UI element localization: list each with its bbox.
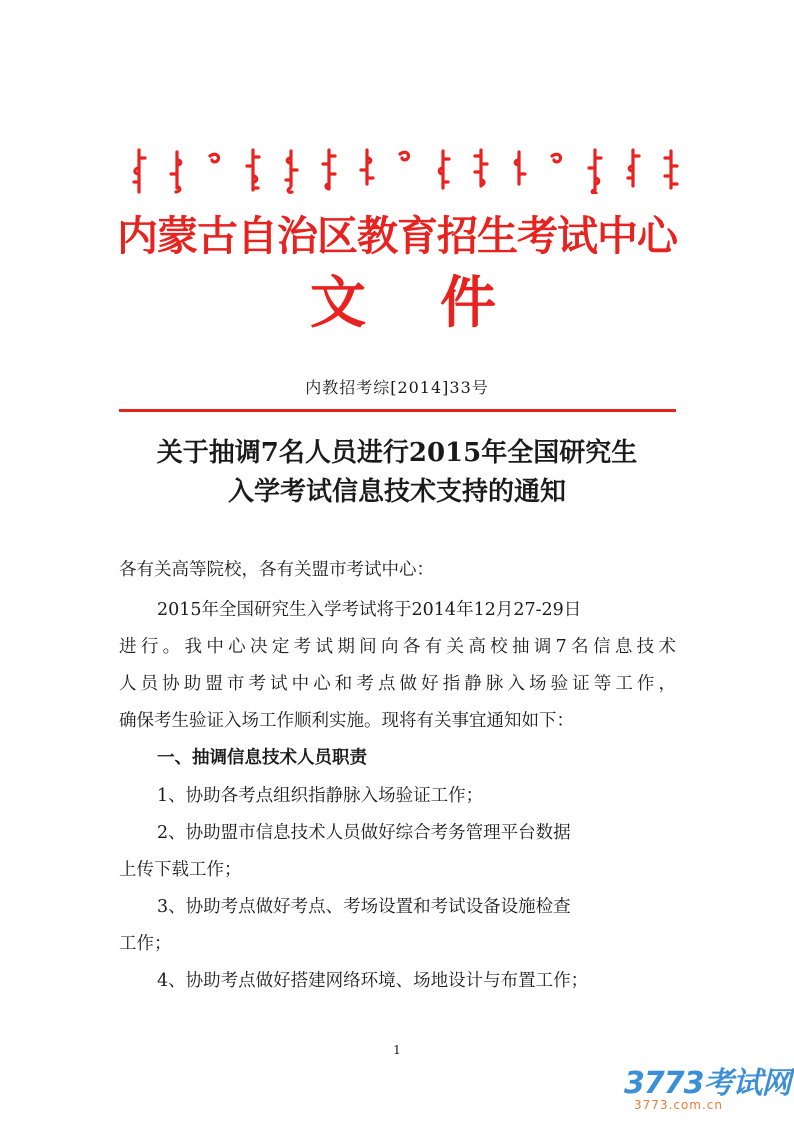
list-item: 2、协助盟市信息技术人员做好综合考务管理平台数据 [157,823,571,843]
mongolian-script-header [130,148,680,194]
document-title-line-2: 入学考试信息技术支持的通知 [227,477,566,507]
list-item: 4、协助考点做好搭建网络环境、场地设计与布置工作； [157,971,589,991]
page-number: 1 [393,1043,401,1057]
mongolian-glyph [548,148,566,194]
paragraph-line: 2015年全国研究生入学考试将于2014年12月27-29日 [157,600,582,620]
mongolian-glyph [206,148,224,194]
organization-name: 内蒙古自治区教育招生考试中心 [117,212,677,260]
paragraph-line: 确保考生验证入场工作顺利实施。现将有关事宜通知如下： [119,711,574,731]
mongolian-glyph [434,148,452,194]
mongolian-glyph [358,148,376,194]
doc-type-character-1: 文 [310,271,366,336]
paragraph-line: 进行。我中心决定考试期间向各有关高校抽调7名信息技术 [119,637,676,657]
mongolian-glyph [130,148,148,194]
mongolian-glyph [510,148,528,194]
watermark-brand: 3773考试网 [624,1066,791,1101]
list-item: 3、协助考点做好考点、考场设置和考试设备设施检查 [157,897,571,917]
mongolian-glyph [586,148,604,194]
mongolian-glyph [168,148,186,194]
red-divider-line [119,409,676,412]
watermark-logo [624,1058,791,1118]
document-title-line-1: 关于抽调7名人员进行2015年全国研究生 [156,438,638,468]
salutation: 各有关高等院校，各有关盟市考试中心： [119,560,434,580]
list-item: 1、协助各考点组织指静脉入场验证工作； [157,786,484,806]
list-item-continuation: 工作； [119,934,172,954]
document-number: 内教招考综[2014]33号 [305,378,489,397]
watermark-url: 3773.com.cn [634,1098,723,1112]
list-item-continuation: 上传下载工作； [119,860,242,880]
doc-type-character-2: 件 [440,271,496,336]
mongolian-glyph [472,148,490,194]
mongolian-glyph [244,148,262,194]
mongolian-glyph [624,148,642,194]
mongolian-glyph [320,148,338,194]
mongolian-glyph [396,148,414,194]
mongolian-glyph [662,148,680,194]
section-heading: 一、抽调信息技术人员职责 [157,748,367,768]
paragraph-line: 人员协助盟市考试中心和考点做好指静脉入场验证等工作， [119,674,676,694]
mongolian-glyph [282,148,300,194]
